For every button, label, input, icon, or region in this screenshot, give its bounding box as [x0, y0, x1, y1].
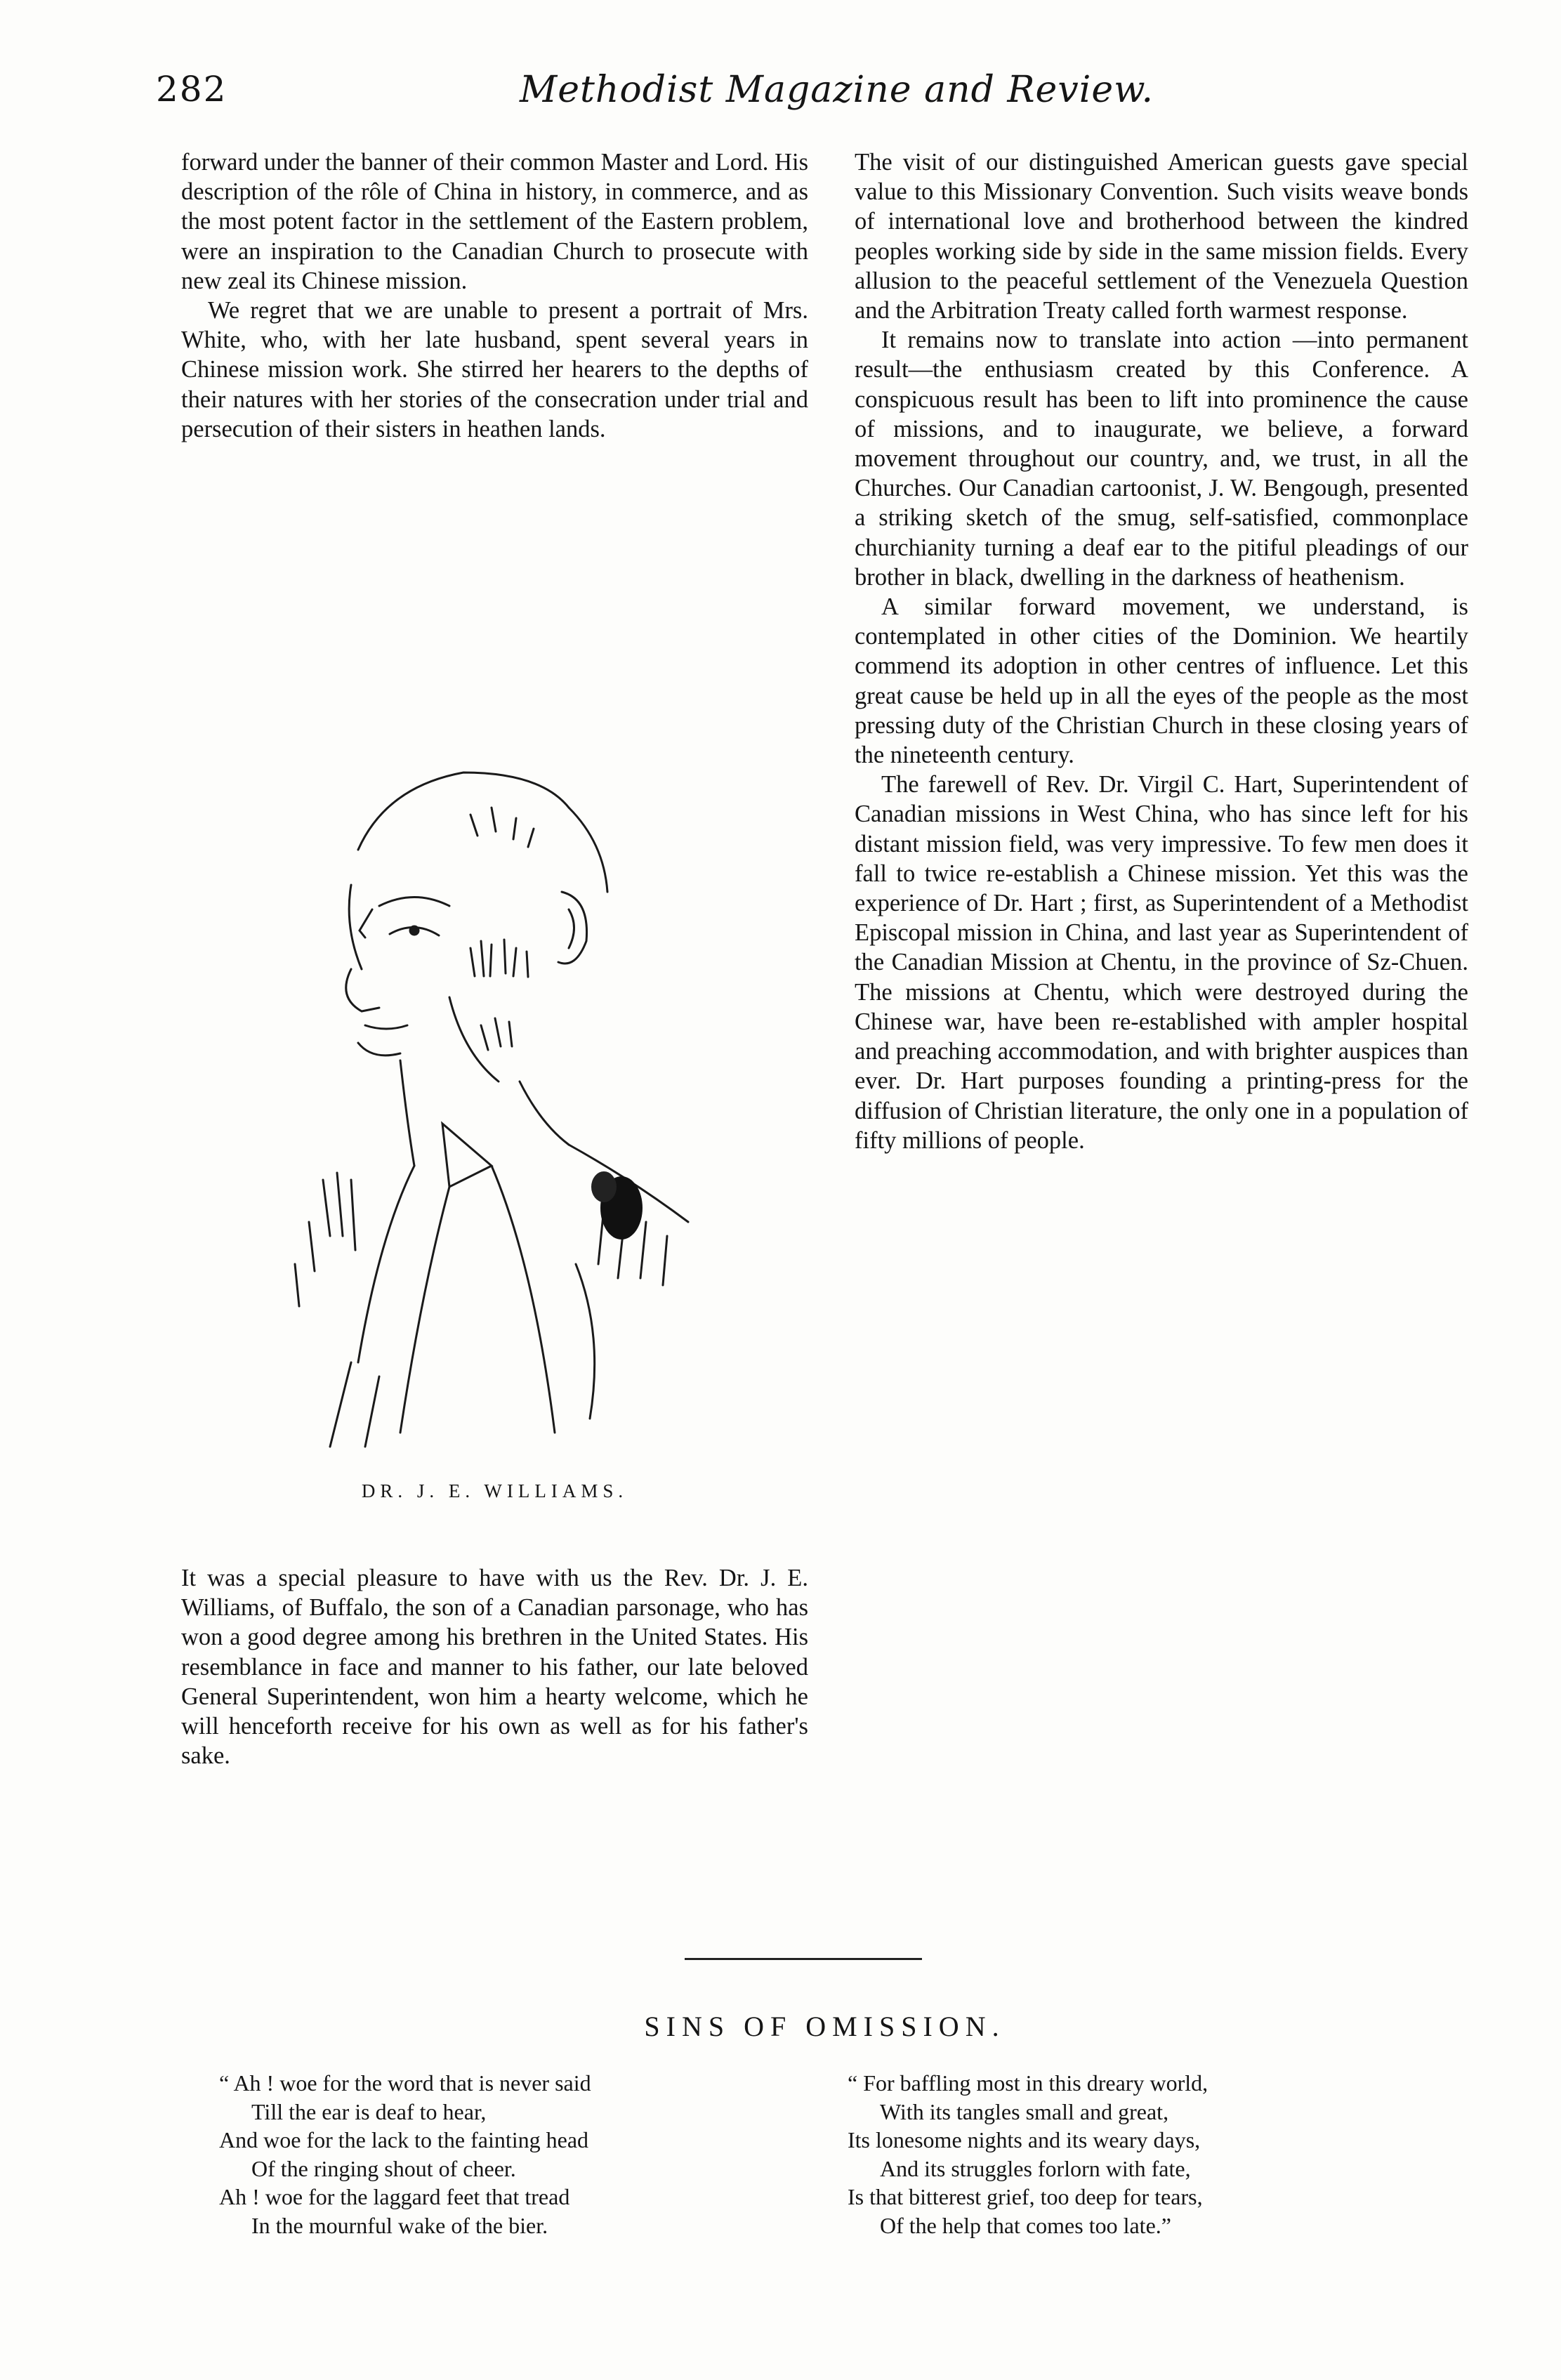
poem-title: SINS OF OMISSION. — [644, 2011, 1006, 2042]
poem-line: Till the ear is deaf to hear, — [251, 2098, 487, 2124]
page-number: 282 — [156, 69, 228, 110]
left-column — [181, 147, 808, 444]
left-column-after-figure — [181, 1563, 808, 1770]
poem-line: Of the help that comes too late.” — [880, 2212, 1171, 2238]
poem-line: Its lonesome nights and its weary days, — [848, 2127, 1201, 2152]
poem-line: “ For baffling most in this dreary world, — [848, 2070, 1208, 2096]
poem-stanza-right — [848, 2069, 1466, 2240]
poem-line: Of the ringing shout of cheer. — [251, 2155, 516, 2181]
poem-line: With its tangles small and great, — [880, 2098, 1169, 2124]
right-column — [855, 147, 1468, 1155]
poem-line: “ Ah ! woe for the word that is never said — [219, 2070, 591, 2096]
paragraph: It was a special pleasure to have with us the Rev. Dr. J. E. Williams, of Buffalo, the son of a Canadian parsonage, who has won a good degree among his brethren in the United States. His resemblance in face and manner to his father, our late beloved General Superintendent, won him a hearty welcome, which he will henceforth receive for his own as well as for his father's sake. — [181, 1565, 808, 1770]
poem-line: And its struggles forlorn with fate, — [880, 2155, 1191, 2181]
section-divider — [685, 1958, 922, 1960]
paragraph: forward under the banner of their common Master and Lord. His description of the rôle of China in history, in commerce, and as the most potent factor in the settlement of the Eastern problem, were an inspiration to the Canadian Church to prosecute with new zeal its Chinese mission. — [181, 149, 808, 294]
poem-stanza-left — [219, 2069, 795, 2240]
figure-caption: DR. J. E. WILLIAMS. — [361, 1480, 628, 1501]
poem-line: And woe for the lack to the fainting head — [219, 2127, 589, 2152]
paragraph: We regret that we are unable to present a portrait of Mrs. White, who, with her late husband, spent several years in Chinese mission work. She stirred her hearers to the depths of their natures with her stories of the consecration under trial and persecution of their sisters in heathen lands. — [181, 297, 808, 442]
paragraph: The visit of our distinguished American guests gave special value to this Missionary Convention. Such visits weave bonds of international love and brotherhood between the kindred peoples working side by side in the same mission fields. Every allusion to the peaceful settlement of the Venezuela Question and the Arbitration Treaty called forth warmest response. — [855, 149, 1468, 324]
running-head-title: Methodist Magazine and Review. — [520, 69, 1154, 111]
poem-line: Is that bitterest grief, too deep for tears, — [848, 2184, 1203, 2209]
portrait-illustration — [239, 730, 730, 1468]
poem-line: Ah ! woe for the laggard feet that tread — [219, 2184, 570, 2209]
poem-line: In the mournful wake of the bier. — [251, 2212, 548, 2238]
paragraph: A similar forward movement, we understand, is contemplated in other cities of the Dominion. We heartily commend its adoption in other centres of influence. Let this great cause be held up in all the eyes of the people as the most pressing duty of the Christian Church in these closing years of the nineteenth century. — [855, 593, 1468, 769]
paragraph: The farewell of Rev. Dr. Virgil C. Hart, Superintendent of Canadian missions in West China, who has since left for his distant mission field, was very impressive. To few men does it fall to twice re-establish a Chinese mission. Yet this was the experience of Dr. Hart ; first, as Superintendent of a Methodist Episcopal mission in China, and last year as Superintendent of the Canadian Mission at Chentu, in the province of Sz-Chuen. The missions at Chentu, which were destroyed during the Chinese war, have been re-established with ampler hospital and preaching accommodation, and with brighter auspices than ever. Dr. Hart purposes founding a printing-press for the diffusion of Christian literature, the only one in a population of fifty millions of people. — [855, 771, 1468, 1154]
paragraph: It remains now to translate into action —into permanent result—the enthusiasm created by this Conference. A conspicuous result has been to lift into prominence the cause of missions, and to inaugurate, we believe, a forward movement throughout our country, and, we trust, in all the Churches. Our Canadian cartoonist, J. W. Bengough, presented a striking sketch of the smug, self-satisfied, commonplace churchianity turning a deaf ear to the pitiful pleadings of our brother in black, dwelling in the darkness of heathenism. — [855, 327, 1468, 591]
